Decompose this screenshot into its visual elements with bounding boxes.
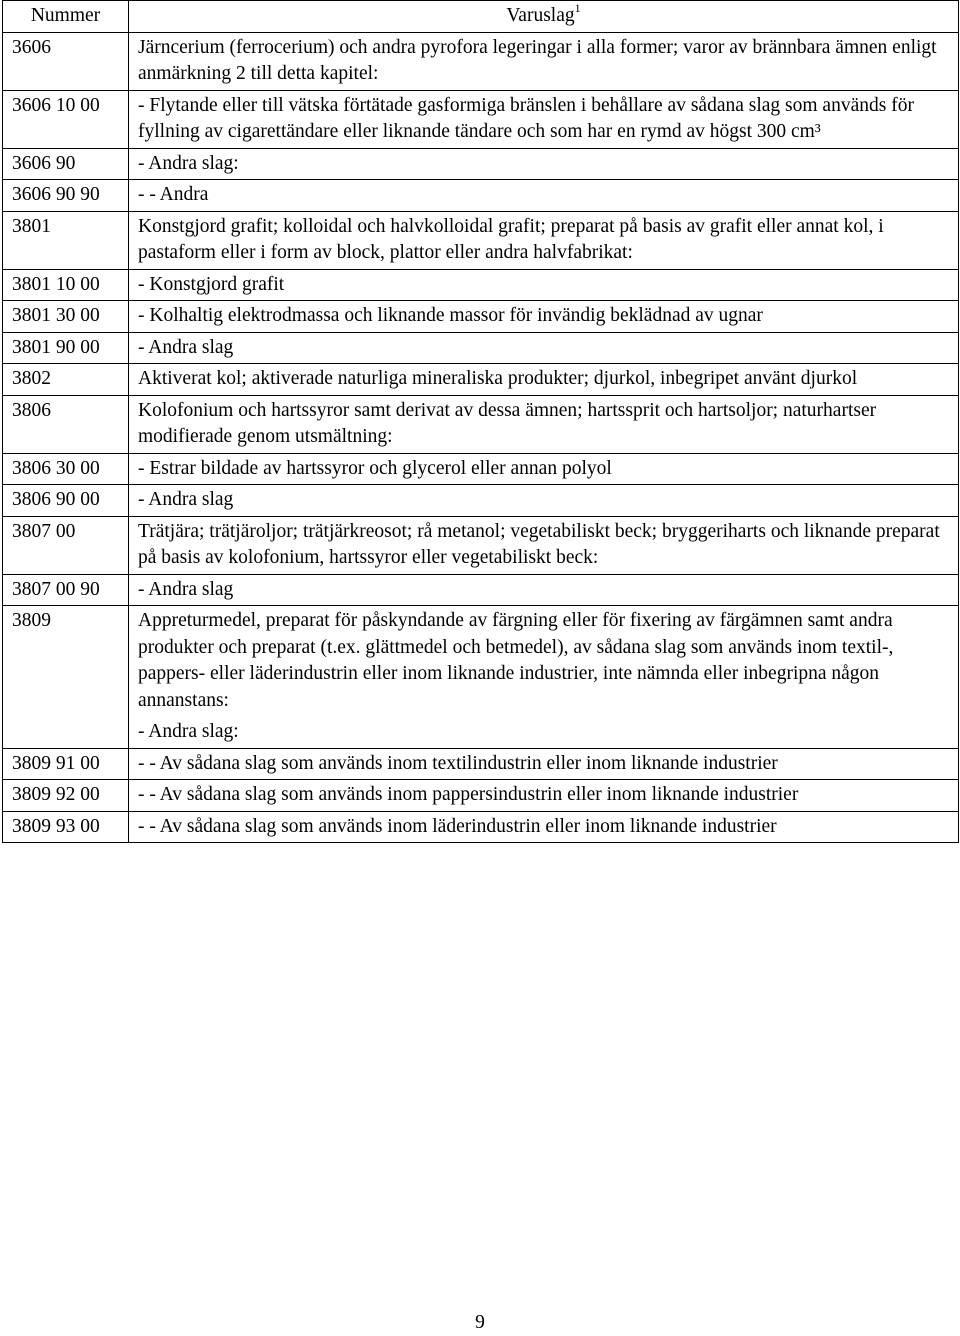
row-description: Trätjära; trätjäroljor; trätjärkreosot; rå metanol; vegetabiliskt beck; bryggeriharts och liknande preparat på basis av kolofonium, hartssyror eller vegetabiliskt beck:	[129, 516, 959, 574]
row-code: 3606 10 00	[3, 90, 129, 148]
row-code: 3606	[3, 32, 129, 90]
row-description: - Andra slag:	[129, 148, 959, 180]
row-code: 3801 30 00	[3, 301, 129, 333]
row-code: 3807 00	[3, 516, 129, 574]
header-number: Nummer	[3, 1, 129, 33]
row-code: 3802	[3, 364, 129, 396]
goods-table	[2, 0, 959, 843]
table-row	[3, 780, 959, 812]
header-description-label: Varuslag	[506, 5, 575, 26]
row-code: 3809 92 00	[3, 780, 129, 812]
row-description: - Kolhaltig elektrodmassa och liknande massor för invändig beklädnad av ugnar	[129, 301, 959, 333]
row-code: 3809 93 00	[3, 811, 129, 843]
table-row	[3, 748, 959, 780]
table-header-row	[3, 1, 959, 33]
row-description: - Andra slag	[129, 332, 959, 364]
row-code: 3801 10 00	[3, 269, 129, 301]
row-description: - - Av sådana slag som används inom pappersindustrin eller inom liknande industrier	[129, 780, 959, 812]
table-row	[3, 811, 959, 843]
row-description: Aktiverat kol; aktiverade naturliga mineraliska produkter; djurkol, inbegripet använt djurkol	[129, 364, 959, 396]
table-row	[3, 453, 959, 485]
row-code: 3606 90 90	[3, 180, 129, 212]
header-footnote-marker: 1	[574, 0, 581, 15]
page-number: 9	[475, 1312, 485, 1333]
table-row	[3, 211, 959, 269]
table-row	[3, 301, 959, 333]
table-row	[3, 516, 959, 574]
row-code: 3809	[3, 606, 129, 749]
row-description: - Andra slag	[129, 574, 959, 606]
row-code: 3801 90 00	[3, 332, 129, 364]
row-code: 3801	[3, 211, 129, 269]
row-description: Konstgjord grafit; kolloidal och halvkolloidal grafit; preparat på basis av grafit eller annat kol, i pastaform eller i form av block, plattor eller andra halvfabrikat:	[129, 211, 959, 269]
table-row	[3, 395, 959, 453]
row-description-subheading: - Andra slag:	[138, 721, 239, 742]
table-row	[3, 574, 959, 606]
table-row	[3, 332, 959, 364]
row-description: - Estrar bildade av hartssyror och glycerol eller annan polyol	[129, 453, 959, 485]
row-description: - Flytande eller till vätska förtätade gasformiga bränslen i behållare av sådana slag som används för fyllning av cigarettändare eller liknande tändare och som har en rymd av högst 300 cm³	[129, 90, 959, 148]
row-description: - - Andra	[129, 180, 959, 212]
table-row	[3, 32, 959, 90]
header-description	[129, 1, 959, 33]
row-description	[129, 606, 959, 749]
table-row	[3, 606, 959, 749]
row-description: - Andra slag	[129, 485, 959, 517]
row-description-text: Appreturmedel, preparat för påskyndande av färgning eller för fixering av färgämnen samt andra produkter och preparat (t.ex. glättmedel och betmedel), av sådana slag som används inom textil-, pappers- eller läderindustrin eller inom liknande industrier, inte nämnda eller inbegripna någon annanstans:	[138, 610, 894, 711]
row-code: 3807 00 90	[3, 574, 129, 606]
table-row	[3, 180, 959, 212]
row-code: 3809 91 00	[3, 748, 129, 780]
row-description: - - Av sådana slag som används inom läderindustrin eller inom liknande industrier	[129, 811, 959, 843]
table-row	[3, 364, 959, 396]
table-row	[3, 90, 959, 148]
row-code: 3806	[3, 395, 129, 453]
row-description: Kolofonium och hartssyror samt derivat av dessa ämnen; hartssprit och hartsoljor; naturhartser modifierade genom utsmältning:	[129, 395, 959, 453]
table-row	[3, 148, 959, 180]
row-code: 3806 30 00	[3, 453, 129, 485]
row-description: - - Av sådana slag som används inom textilindustrin eller inom liknande industrier	[129, 748, 959, 780]
table-row	[3, 485, 959, 517]
row-code: 3806 90 00	[3, 485, 129, 517]
table-row	[3, 269, 959, 301]
row-description: - Konstgjord grafit	[129, 269, 959, 301]
row-description: Järncerium (ferrocerium) och andra pyrofora legeringar i alla former; varor av brännbara ämnen enligt anmärkning 2 till detta kapitel:	[129, 32, 959, 90]
row-code: 3606 90	[3, 148, 129, 180]
